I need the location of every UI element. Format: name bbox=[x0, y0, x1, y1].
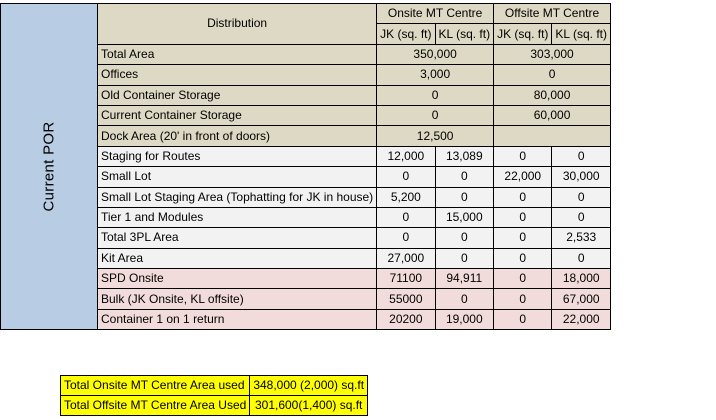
offsite-kl-value: 18,000 bbox=[552, 269, 611, 289]
offsite-header: Offsite MT Centre bbox=[494, 4, 611, 24]
onsite-value: 350,000 bbox=[377, 44, 494, 64]
row-label: Kit Area bbox=[98, 248, 377, 268]
onsite-kl-value: 0 bbox=[435, 228, 494, 248]
distribution-header: Distribution bbox=[98, 4, 377, 45]
onsite-kl-value: 94,911 bbox=[435, 269, 494, 289]
onsite-kl-value: 0 bbox=[435, 187, 494, 207]
row-label: Small Lot Staging Area (Tophatting for JK in house) bbox=[98, 187, 377, 207]
offsite-kl-value: 67,000 bbox=[552, 289, 611, 309]
summary-label: Total Offsite MT Centre Area Used bbox=[61, 396, 250, 416]
offsite-jk-value: 0 bbox=[494, 269, 552, 289]
offsite-jk-value: 0 bbox=[494, 248, 552, 268]
summary-row bbox=[61, 376, 368, 396]
offsite-jk-value: 0 bbox=[494, 207, 552, 227]
onsite-value: 0 bbox=[377, 105, 494, 125]
onsite-kl-header: KL (sq. ft) bbox=[435, 24, 494, 44]
offsite-jk-value: 0 bbox=[494, 228, 552, 248]
offsite-value: 80,000 bbox=[494, 85, 611, 105]
onsite-jk-value: 5,200 bbox=[377, 187, 435, 207]
row-label: Dock Area (20' in front of doors) bbox=[98, 126, 377, 146]
onsite-jk-value: 0 bbox=[377, 167, 435, 187]
row-label: Container 1 on 1 return bbox=[98, 309, 377, 329]
onsite-jk-header: JK (sq. ft) bbox=[377, 24, 435, 44]
offsite-value: 60,000 bbox=[494, 105, 611, 125]
row-label: Total Area bbox=[98, 44, 377, 64]
row-label: Total 3PL Area bbox=[98, 228, 377, 248]
offsite-kl-value: 0 bbox=[552, 207, 611, 227]
onsite-kl-value: 0 bbox=[435, 248, 494, 268]
offsite-kl-value: 22,000 bbox=[552, 309, 611, 329]
offsite-jk-value: 0 bbox=[494, 187, 552, 207]
summary-label: Total Onsite MT Centre Area used bbox=[61, 376, 250, 396]
row-label: Old Container Storage bbox=[98, 85, 377, 105]
onsite-kl-value: 0 bbox=[435, 289, 494, 309]
onsite-jk-value: 71100 bbox=[377, 269, 435, 289]
onsite-kl-value: 19,000 bbox=[435, 309, 494, 329]
summary-value: 301,600(1,400) sq.ft bbox=[250, 396, 368, 416]
onsite-kl-value: 13,089 bbox=[435, 146, 494, 166]
onsite-value: 3,000 bbox=[377, 65, 494, 85]
onsite-value: 0 bbox=[377, 85, 494, 105]
row-label: Small Lot bbox=[98, 167, 377, 187]
onsite-value: 12,500 bbox=[377, 126, 494, 146]
offsite-kl-value: 0 bbox=[552, 187, 611, 207]
row-label: Offices bbox=[98, 65, 377, 85]
offsite-jk-header: JK (sq. ft) bbox=[494, 24, 552, 44]
onsite-kl-value: 15,000 bbox=[435, 207, 494, 227]
offsite-kl-header: KL (sq. ft) bbox=[552, 24, 611, 44]
summary-table bbox=[60, 375, 368, 416]
offsite-jk-value: 0 bbox=[494, 146, 552, 166]
offsite-value: 303,000 bbox=[494, 44, 611, 64]
row-label: Current Container Storage bbox=[98, 105, 377, 125]
onsite-jk-value: 0 bbox=[377, 228, 435, 248]
onsite-jk-value: 20200 bbox=[377, 309, 435, 329]
current-por-label: Current POR bbox=[1, 4, 98, 330]
row-label: Staging for Routes bbox=[98, 146, 377, 166]
offsite-kl-value: 30,000 bbox=[552, 167, 611, 187]
summary-row bbox=[61, 396, 368, 416]
onsite-jk-value: 55000 bbox=[377, 289, 435, 309]
onsite-kl-value: 0 bbox=[435, 167, 494, 187]
row-label: Bulk (JK Onsite, KL offsite) bbox=[98, 289, 377, 309]
summary-value: 348,000 (2,000) sq.ft bbox=[250, 376, 368, 396]
row-label: SPD Onsite bbox=[98, 269, 377, 289]
offsite-kl-value: 0 bbox=[552, 248, 611, 268]
offsite-kl-value: 2,533 bbox=[552, 228, 611, 248]
onsite-header: Onsite MT Centre bbox=[377, 4, 494, 24]
onsite-jk-value: 27,000 bbox=[377, 248, 435, 268]
row-label: Tier 1 and Modules bbox=[98, 207, 377, 227]
offsite-jk-value: 22,000 bbox=[494, 167, 552, 187]
onsite-jk-value: 12,000 bbox=[377, 146, 435, 166]
onsite-jk-value: 0 bbox=[377, 207, 435, 227]
offsite-jk-value: 0 bbox=[494, 289, 552, 309]
offsite-value bbox=[494, 126, 611, 146]
offsite-jk-value: 0 bbox=[494, 309, 552, 329]
offsite-value: 0 bbox=[494, 65, 611, 85]
distribution-table bbox=[0, 3, 611, 330]
offsite-kl-value: 0 bbox=[552, 146, 611, 166]
